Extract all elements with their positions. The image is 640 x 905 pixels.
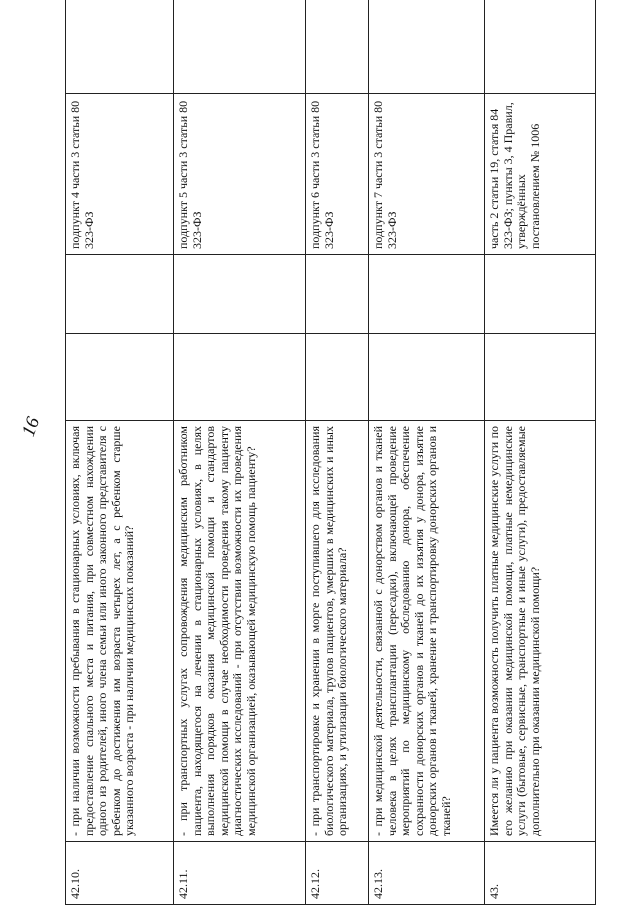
empty-cell [485,334,596,421]
row-number: 42.11. [174,842,306,905]
empty-cell [485,255,596,334]
empty-cell [66,0,174,94]
empty-cell [174,334,306,421]
table-row [485,0,596,905]
checklist-table [65,0,596,905]
page-number: 16 [17,414,45,440]
row-number: 42.12. [306,842,369,905]
legal-reference: подпункт 6 части 3 статьи 80 323-ФЗ [306,94,369,255]
table-row [306,0,369,905]
table-row [174,0,306,905]
empty-cell [66,255,174,334]
empty-cell [369,0,485,94]
row-number: 42.10. [66,842,174,905]
table-row [369,0,485,905]
empty-cell [66,334,174,421]
empty-cell [174,0,306,94]
row-number: 42.13. [369,842,485,905]
question-text: - при наличии возможности пребывания в стационарных условиях, включая предоставление спального места и питания, при совместном нахождении одного из родителей, иного члена семьи или иного законного представителя с ребенком до достижения им возраста четырех лет, а с ребенком старше указанного возраста - при наличии медицинских показаний? [66,421,174,842]
empty-cell [306,334,369,421]
row-number: 43. [485,842,596,905]
question-text: Имеется ли у пациента возможность получить платные медицинские услуги по его желанию при оказании медицинской помощи, платные немедицинские услуги (бытовые, сервисные, транспортные и иные услуги), предоставляемые дополнительно при оказании медицинской помощи? [485,421,596,842]
table-row [66,0,174,905]
question-text: - при медицинской деятельности, связанной с донорством органов и тканей человека в целях трансплантации (пересадки), включающей проведение мероприятий по медицинскому обследованию донора, обеспечение сохранности донорских органов и тканей до их изъятия у донора, изъятие донорских органов и тканей, хранение и транспортировку донорских органов и тканей? [369,421,485,842]
empty-cell [369,334,485,421]
legal-reference: подпункт 7 части 3 статьи 80 323-ФЗ [369,94,485,255]
empty-cell [174,255,306,334]
legal-reference: подпункт 5 части 3 статьи 80 323-ФЗ [174,94,306,255]
empty-cell [369,255,485,334]
question-text: - при транспортировке и хранении в морге поступившего для исследования биологического материала, трупов пациентов, умерших в медицинских и иных организациях, и утилизации биологического материала? [306,421,369,842]
legal-reference: часть 2 статьи 19, статья 84 323-ФЗ; пункты 3, 4 Правил, утверждённых постановлением № 1006 [485,94,596,255]
legal-reference: подпункт 4 части 3 статьи 80 323-ФЗ [66,94,174,255]
empty-cell [306,0,369,94]
rotated-table-container [65,65,595,905]
question-text: - при транспортных услугах сопровождения медицинским работником пациента, находящегося на лечении в стационарных условиях, в целях выполнения порядков оказания медицинской помощи и стандартов медицинской помощи в случае необходимости проведения такому пациенту диагностических исследований - при отсутствии возможности их проведения медицинской организацией, оказывающей медицинскую помощь пациенту? [174,421,306,842]
empty-cell [485,0,596,94]
empty-cell [306,255,369,334]
